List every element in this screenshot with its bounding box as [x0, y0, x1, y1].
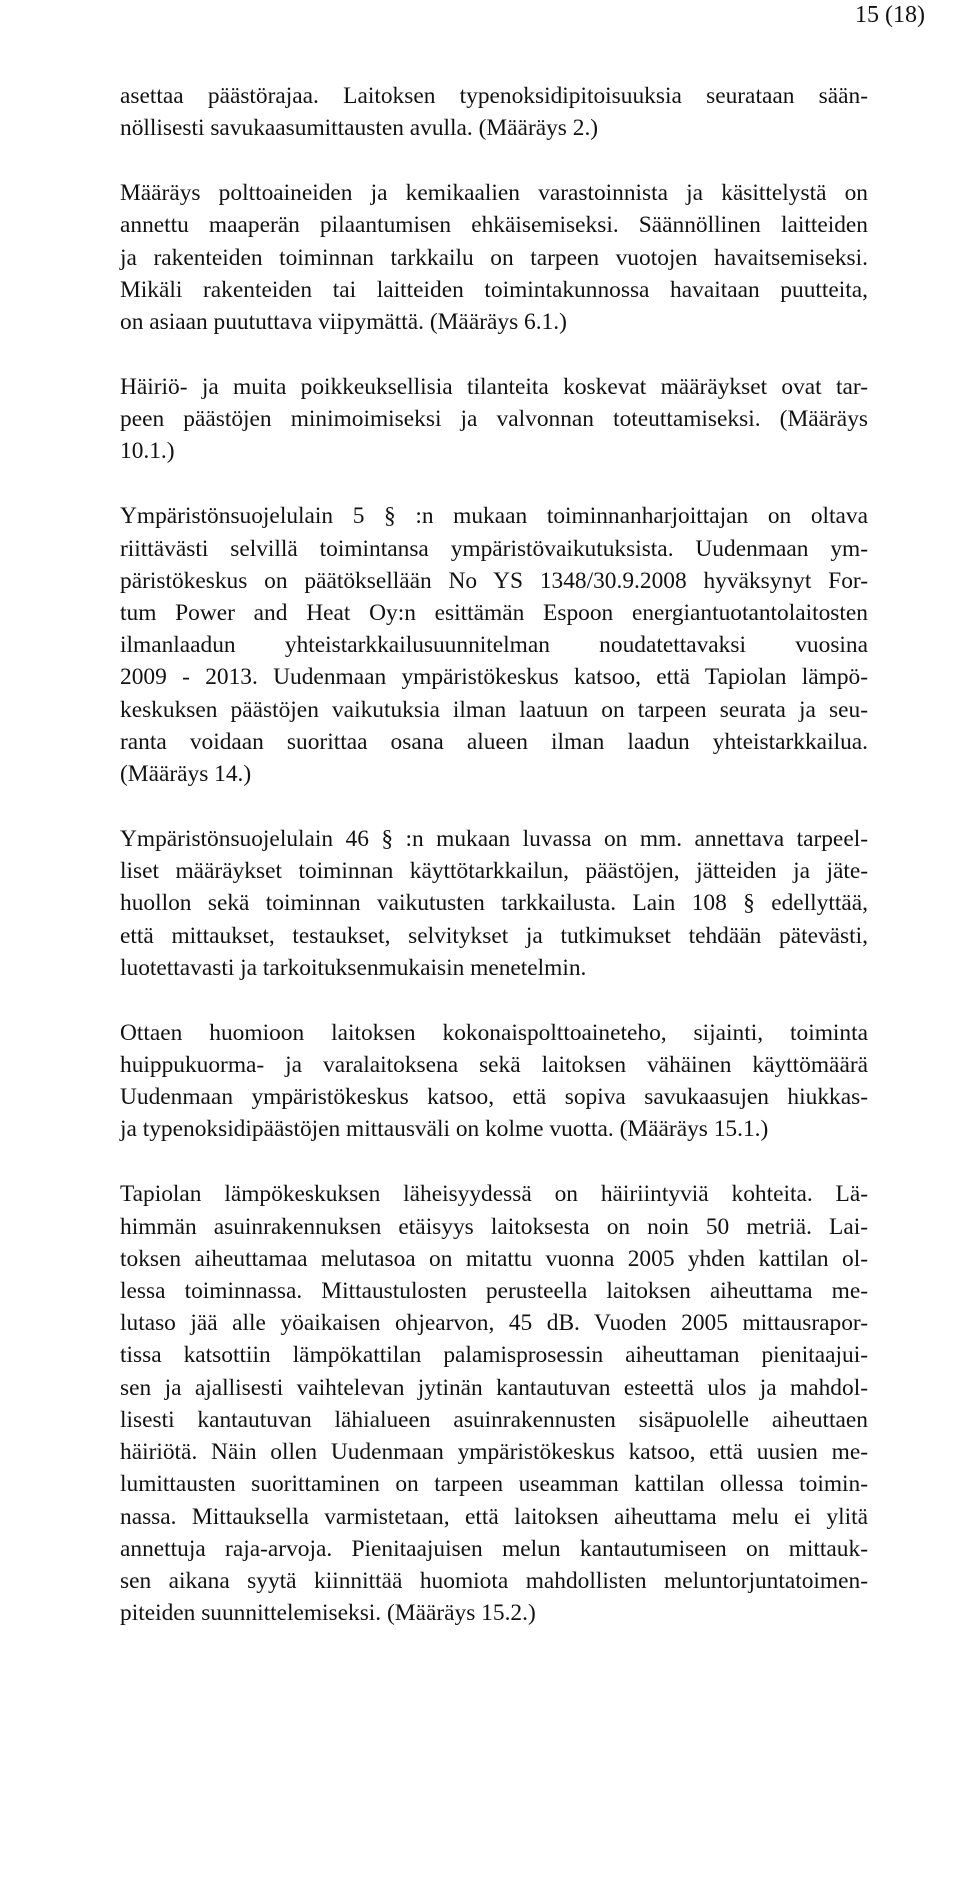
- text-line: annettu maaperän pilaantumisen ehkäisemiseksi. Säännöllinen laitteiden: [120, 212, 868, 239]
- paragraph: [120, 1178, 868, 1629]
- document-body: [120, 80, 868, 1662]
- text-line: ja rakenteiden toiminnan tarkkailu on tarpeen vuotojen havaitsemiseksi.: [120, 244, 868, 271]
- text-line: ranta voidaan suorittaa osana alueen ilman laadun yhteistarkkailua.: [120, 728, 868, 755]
- text-line: Ottaen huomioon laitoksen kokonaispolttoaineteho, sijainti, toiminta: [120, 1019, 868, 1046]
- text-line: Ympäristönsuojelulain 46 § :n mukaan luvassa on mm. annettava tarpeel-: [120, 826, 868, 853]
- text-line: 10.1.): [120, 438, 175, 465]
- text-line: että mittaukset, testaukset, selvitykset ja tutkimukset tehdään pätevästi,: [120, 922, 868, 949]
- paragraph: [120, 371, 868, 468]
- text-line: Määräys polttoaineiden ja kemikaalien varastoinnista ja käsittelystä on: [120, 180, 868, 207]
- text-line: keskuksen päästöjen vaikutuksia ilman laatuun on tarpeen seurata ja seu-: [120, 696, 868, 723]
- text-line: lessa toiminnassa. Mittaustulosten perusteella laitoksen aiheuttama me-: [120, 1278, 868, 1305]
- text-line: nöllisesti savukaasumittausten avulla. (Määräys 2.): [120, 115, 599, 142]
- text-line: tum Power and Heat Oy:n esittämän Espoon energiantuotantolaitosten: [120, 600, 868, 627]
- text-line: on asiaan puututtava viipymättä. (Määräys 6.1.): [120, 309, 567, 336]
- text-line: 2009 - 2013. Uudenmaan ympäristökeskus katsoo, että Tapiolan lämpö-: [120, 664, 868, 691]
- text-line: lutaso jää alle yöaikaisen ohjearvon, 45 dB. Vuoden 2005 mittausrapor-: [120, 1310, 868, 1337]
- text-line: asettaa päästörajaa. Laitoksen typenoksidipitoisuuksia seurataan sään-: [120, 83, 868, 109]
- text-line: lumittausten suorittaminen on tarpeen useamman kattilan ollessa toimin-: [120, 1471, 868, 1498]
- page-number: 15 (18): [855, 2, 925, 28]
- text-line: toksen aiheuttamaa melutasoa on mitattu vuonna 2005 yhden kattilan ol-: [120, 1245, 868, 1272]
- text-line: Uudenmaan ympäristökeskus katsoo, että sopiva savukaasujen hiukkas-: [120, 1084, 868, 1111]
- text-line: Tapiolan lämpökeskuksen läheisyydessä on häiriintyviä kohteita. Lä-: [120, 1181, 868, 1208]
- text-line: riittävästi selvillä toimintansa ympäristövaikutuksista. Uudenmaan ym-: [120, 535, 868, 562]
- text-line: (Määräys 14.): [120, 761, 252, 788]
- text-line: sen ja ajallisesti vaihtelevan jytinän kantautuvan esteettä ulos ja mahdol-: [120, 1374, 868, 1401]
- text-line: tissa katsottiin lämpökattilan palamisprosessin aiheuttaman pienitaajui-: [120, 1342, 868, 1369]
- text-line: huollon sekä toiminnan vaikutusten tarkkailusta. Lain 108 § edellyttää,: [120, 890, 868, 917]
- text-line: annettuja raja-arvoja. Pienitaajuisen melun kantautumiseen on mittauk-: [120, 1535, 868, 1562]
- text-line: piteiden suunnittelemiseksi. (Määräys 15.2.): [120, 1600, 536, 1627]
- text-line: huippukuorma- ja varalaitoksena sekä laitoksen vähäinen käyttömäärä: [120, 1052, 868, 1079]
- text-line: Häiriö- ja muita poikkeuksellisia tilanteita koskevat määräykset ovat tar-: [120, 374, 868, 401]
- text-line: päristökeskus on päätöksellään No YS 1348/30.9.2008 hyväksynyt For-: [120, 567, 868, 594]
- text-line: liset määräykset toiminnan käyttötarkkailun, päästöjen, jätteiden ja jäte-: [120, 858, 868, 885]
- text-line: nassa. Mittauksella varmistetaan, että laitoksen aiheuttama melu ei ylitä: [120, 1503, 868, 1530]
- text-line: lisesti kantautuvan lähialueen asuinrakennusten sisäpuolelle aiheuttaen: [120, 1406, 868, 1433]
- paragraph: [120, 1017, 868, 1146]
- paragraph: [120, 80, 868, 144]
- paragraph: [120, 500, 868, 790]
- text-line: sen aikana syytä kiinnittää huomiota mahdollisten meluntorjuntatoimen-: [120, 1567, 868, 1594]
- text-line: luotettavasti ja tarkoituksenmukaisin menetelmin.: [120, 954, 587, 981]
- text-line: Mikäli rakenteiden tai laitteiden toimintakunnossa havaitaan puutteita,: [120, 276, 868, 303]
- text-line: peen päästöjen minimoimiseksi ja valvonnan toteuttamiseksi. (Määräys: [120, 406, 868, 433]
- text-line: ja typenoksidipäästöjen mittausväli on kolme vuotta. (Määräys 15.1.): [120, 1116, 769, 1143]
- text-line: himmän asuinrakennuksen etäisyys laitoksesta on noin 50 metriä. Lai-: [120, 1213, 868, 1240]
- text-line: häiriötä. Näin ollen Uudenmaan ympäristökeskus katsoo, että uusien me-: [120, 1439, 868, 1466]
- text-line: Ympäristönsuojelulain 5 § :n mukaan toiminnanharjoittajan on oltava: [120, 503, 868, 530]
- paragraph: [120, 177, 868, 338]
- text-line: ilmanlaadun yhteistarkkailusuunnitelman noudatettavaksi vuosina: [120, 632, 868, 659]
- paragraph: [120, 823, 868, 984]
